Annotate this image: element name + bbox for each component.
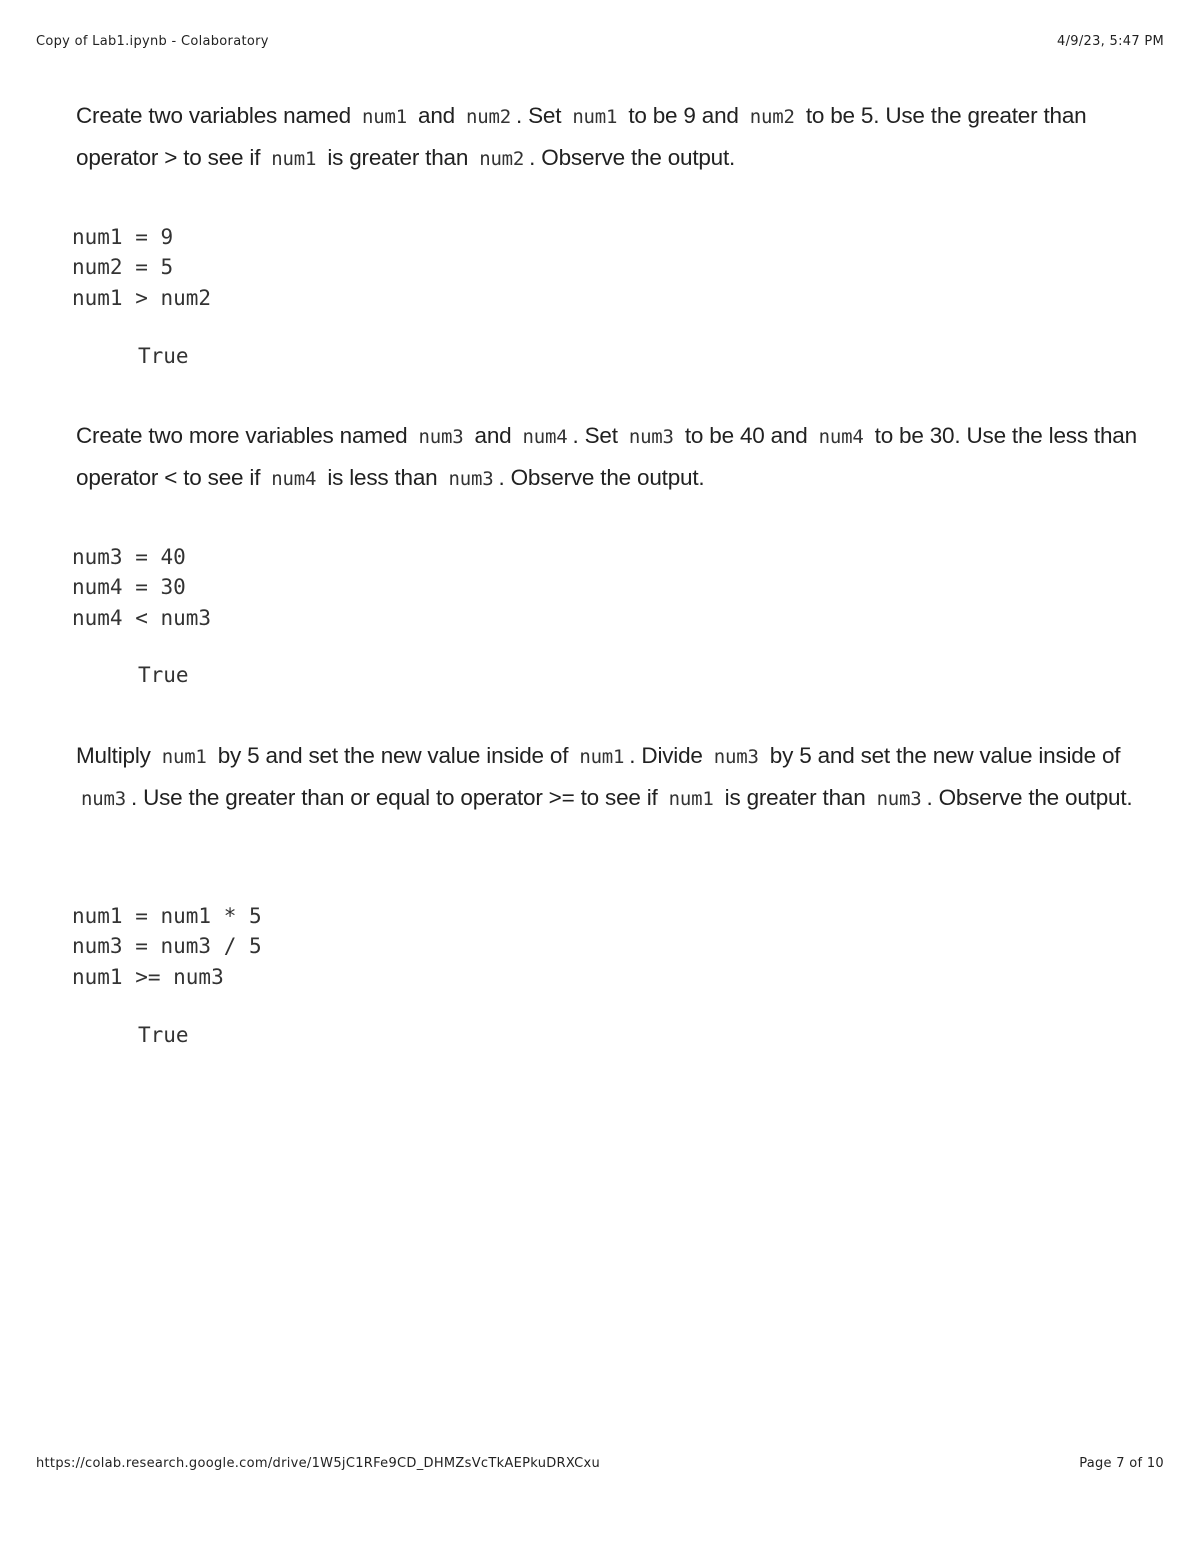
page-number: Page 7 of 10 [1079,1456,1164,1471]
code-line: num3 = 40 [72,545,186,569]
code-line: num1 >= num3 [72,964,224,989]
code-cell-1[interactable] [72,222,211,313]
text-cell-2: Create two more variables named num3 and num4 . Set num3 to be 40 and num4 to be 30. Use the less than operator < to see if num4 is less than num3 . Observe the output. [76,423,1137,490]
cell-output-3: True [138,1023,189,1047]
cell-output-2: True [138,663,189,687]
code-line: num4 = 30 [72,575,186,600]
code-cell-2[interactable] [72,542,211,633]
print-footer [36,1456,1164,1471]
code-cell-3[interactable] [72,901,262,992]
code-line: num1 = num1 * 5 [72,904,262,928]
cell-output-1: True [138,344,189,368]
document-title: Copy of Lab1.ipynb - Colaboratory [36,34,269,49]
code-line: num2 = 5 [72,255,174,280]
text-cell-3: Multiply num1 by 5 and set the new value inside of num1 . Divide num3 by 5 and set the new value inside of num3 . Use the greater than or equal to operator >= to see if num1 is greater than num3 . Observe the output. [76,743,1133,810]
text-cell-1: Create two variables named num1 and num2 . Set num1 to be 9 and num2 to be 5. Use the greater than operator > to see if num1 is greater than num2 . Observe the output. [76,103,1087,170]
page-url: https://colab.research.google.com/drive/1W5jC1RFe9CD_DHMZsVcTkAEPkuDRXCxu [36,1456,601,1471]
print-datetime: 4/9/23, 5:47 PM [1057,34,1164,49]
code-line: num3 = num3 / 5 [72,934,262,959]
code-line: num4 < num3 [72,605,212,630]
code-line: num1 = 9 [72,225,174,249]
print-header [36,34,1164,49]
code-line: num1 > num2 [72,285,212,310]
